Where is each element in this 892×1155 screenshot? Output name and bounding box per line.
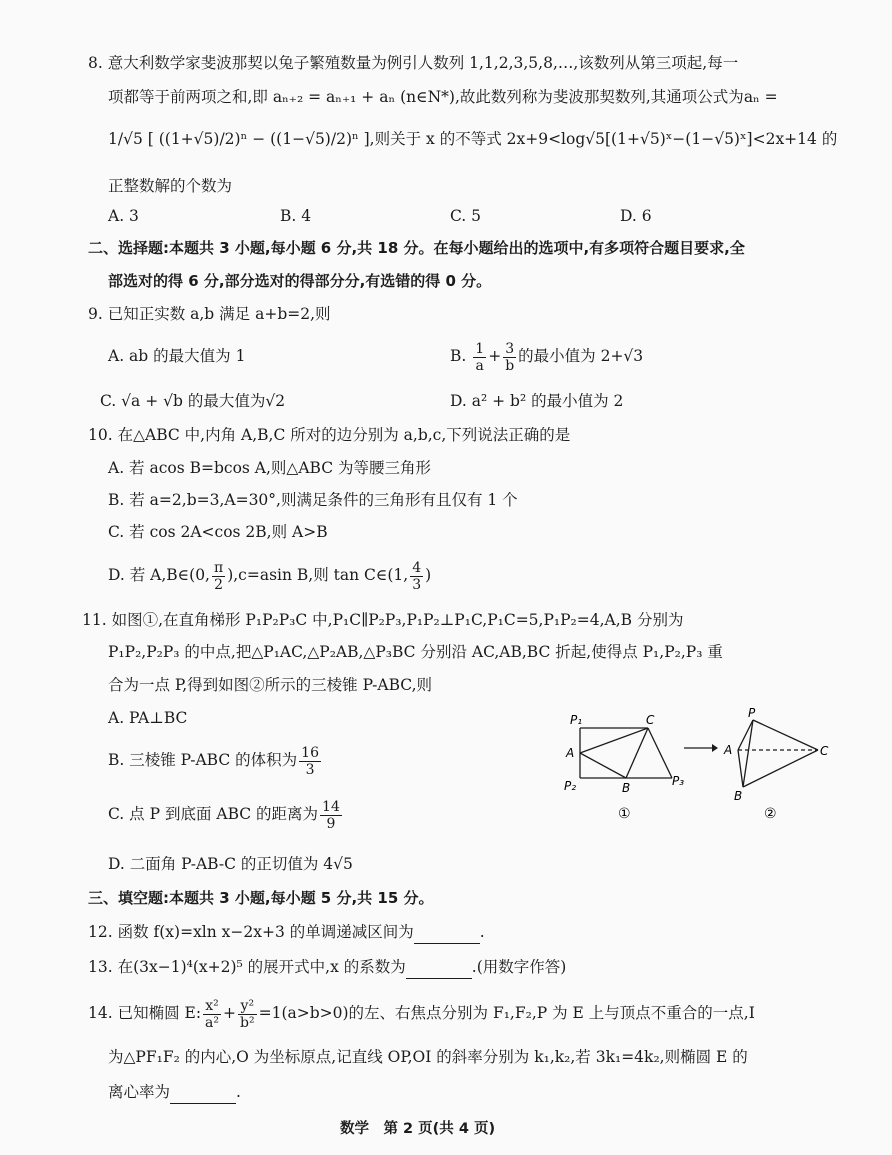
fig1-fold-ab (580, 753, 626, 778)
q8-line4: 正整数解的个数为 (108, 177, 233, 195)
fig2-label-b: B (734, 789, 743, 803)
figure-2-pyramid (718, 705, 833, 825)
q11-option-d: D. 二面角 P-AB-C 的正切值为 4√5 (108, 855, 353, 873)
fig2-label-p: P (748, 706, 756, 720)
q9-b-fraction-1 (473, 341, 486, 374)
q11-line2: P₁P₂,P₂P₃ 的中点,把△P₁AC,△P₂AB,△P₃BC 分别沿 AC,AB,BC 折起,使得点 P₁,P₂,P₃ 重 (108, 643, 723, 661)
q9-b-f1-num: 1 (475, 340, 485, 357)
q14-fraction-1 (203, 998, 221, 1031)
q11-b-num: 16 (301, 744, 319, 761)
fig1-caption: ① (618, 806, 631, 822)
q14-prefix: 14. 已知椭圆 E: (88, 1004, 202, 1022)
q8-line2: 项都等于前两项之和,即 aₙ₊₂ = aₙ₊₁ + aₙ (n∈N*),故此数列称为斐波那契数列,其通项公式为aₙ = (108, 88, 778, 106)
q8-line3-text: ,则关于 x 的不等式 2x+9<log√5[(1+√5)ˣ−(1−√5)ˣ]<2x+14 的 (369, 130, 838, 148)
q8-option-b: B. 4 (280, 207, 312, 225)
q13-end: .(用数字作答) (471, 958, 567, 976)
q11-c-fraction (320, 799, 342, 832)
q8-line3 (108, 128, 837, 150)
fig1-label-p3: P₃ (672, 774, 685, 788)
q11-option-b (108, 740, 323, 780)
q8-line1: 8. 意大利数学家斐波那契以兔子繁殖数量为例引人数列 1,1,2,3,5,8,…,该数列从第三项起,每一 (88, 54, 739, 72)
q8-option-c: C. 5 (450, 207, 482, 225)
q13 (88, 956, 566, 979)
fig1-edge-cp3 (648, 728, 672, 778)
q11-c-num: 14 (322, 798, 340, 815)
fig1-fold-ac (580, 728, 648, 753)
q11-line3: 合为一点 P,得到如图②所示的三棱锥 P-ABC,则 (108, 676, 432, 694)
q9-b-f1-den: a (475, 357, 484, 374)
q14-end: . (236, 1083, 241, 1101)
q14-f2-den: b² (240, 1014, 255, 1031)
fig2-caption: ② (764, 806, 777, 822)
section2-heading: 二、选择题:本题共 3 小题,每小题 6 分,共 18 分。在每小题给出的选项中,有多项符合题目要求,全 (88, 239, 745, 257)
fig2-edge-bc (743, 750, 818, 787)
q14-fraction-2 (238, 998, 257, 1031)
fig2-label-c: C (820, 744, 829, 758)
q14-f1-den: a² (205, 1014, 220, 1031)
q13-text: 13. 在(3x−1)⁴(x+2)⁵ 的展开式中,x 的系数为 (88, 958, 406, 976)
q12 (88, 921, 485, 944)
page-footer: 数学 第 2 页(共 4 页) (340, 1121, 496, 1137)
q11-line1: 11. 如图①,在直角梯形 P₁P₂P₃C 中,P₁C∥P₂P₃,P₁P₂⊥P₁C,P₁C=5,P₁P₂=4,A,B 分别为 (82, 611, 684, 629)
q14-line1 (88, 993, 755, 1033)
q9-option-d: D. a² + b² 的最小值为 2 (450, 392, 624, 410)
fig2-edge-pc (753, 720, 818, 750)
q9-b-plus: + (488, 347, 502, 365)
fig1-label-p2: P₂ (564, 779, 577, 793)
q8-option-d: D. 6 (620, 207, 652, 225)
q9-option-b (450, 336, 643, 376)
q10-stem: 10. 在△ABC 中,内角 A,B,C 所对的边分别为 a,b,c,下列说法正确的是 (88, 426, 571, 444)
q14-plus: + (223, 1004, 237, 1022)
arrow-icon (682, 740, 718, 756)
q10-option-d (108, 555, 431, 595)
q10-option-b: B. 若 a=2,b=3,A=30°,则满足条件的三角形有且仅有 1 个 (108, 491, 518, 509)
q14-line2: 为△PF₁F₂ 的内心,O 为坐标原点,记直线 OP,OI 的斜率分别为 k₁,k₂,若 3k₁=4k₂,则椭圆 E 的 (108, 1048, 748, 1066)
q10-d-f-den: 2 (214, 576, 224, 593)
q11-c-prefix: C. 点 P 到底面 ABC 的距离为 (108, 805, 319, 823)
q11-option-a: A. PA⊥BC (108, 709, 188, 727)
q12-text: 12. 函数 f(x)=xln x−2x+3 的单调递减区间为 (88, 923, 414, 941)
q9-b-f2-den: b (505, 357, 515, 374)
q10-option-c: C. 若 cos 2A<cos 2B,则 A>B (108, 523, 328, 541)
q14-f2-num: y² (238, 998, 257, 1015)
q9-b-suffix: 的最小值为 2+√3 (518, 347, 644, 365)
q10-d-fraction-1 (212, 560, 225, 593)
q14-line1-rest: =1(a>b>0)的左、右焦点分别为 F₁,F₂,P 为 E 上与顶点不重合的一点,I (258, 1004, 755, 1022)
q8-formula: 1/√5 [ ((1+√5)/2)ⁿ − ((1−√5)/2)ⁿ ] (108, 130, 370, 148)
q14-f1-num: x² (203, 998, 221, 1015)
section2-instructions: 部选对的得 6 分,部分选对的得部分分,有选错的得 0 分。 (108, 272, 492, 290)
fig2-label-a: A (724, 743, 733, 757)
q8-option-a: A. 3 (108, 207, 139, 225)
q9-b-prefix: B. (450, 347, 467, 365)
q12-answer-blank (414, 921, 480, 944)
q14-line3 (108, 1081, 241, 1104)
q11-b-fraction (299, 745, 321, 778)
q10-d-f-num: π (213, 559, 224, 576)
q11-c-den: 9 (326, 815, 336, 832)
q9-stem: 9. 已知正实数 a,b 满足 a+b=2,则 (88, 305, 331, 323)
q10-d-mid: ),c=asin B,则 tan C∈(1, (227, 566, 409, 584)
q9-option-a: A. ab 的最大值为 1 (108, 347, 246, 365)
q14-line3-text: 离心率为 (108, 1083, 171, 1101)
q11-option-c (108, 794, 344, 834)
section3-heading: 三、填空题:本题共 3 小题,每小题 5 分,共 15 分。 (88, 889, 434, 907)
q10-d-suffix: ) (425, 566, 432, 584)
q10-d-g-num: 4 (412, 559, 422, 576)
q9-option-c: C. √a + √b 的最大值为√2 (100, 392, 286, 410)
fig1-label-a: A (566, 746, 575, 760)
q10-d-prefix: D. 若 A,B∈(0, (108, 566, 210, 584)
fig1-label-b: B (622, 781, 631, 795)
q14-answer-blank (170, 1081, 236, 1104)
q11-b-den: 3 (305, 761, 315, 778)
q10-option-a: A. 若 acos B=bcos A,则△ABC 为等腰三角形 (108, 459, 432, 477)
figure-1-trapezoid (560, 710, 700, 825)
q9-b-fraction-2 (503, 341, 516, 374)
fig1-label-p1: P₁ (570, 713, 583, 727)
q12-end: . (479, 923, 485, 941)
fig2-edge-ab (738, 750, 743, 787)
q13-answer-blank (406, 956, 472, 979)
q10-d-g-den: 3 (412, 576, 422, 593)
fig1-label-c: C (646, 713, 655, 727)
q11-b-prefix: B. 三棱锥 P-ABC 的体积为 (108, 751, 298, 769)
q10-d-fraction-2 (410, 560, 423, 593)
q9-b-f2-num: 3 (503, 341, 516, 358)
